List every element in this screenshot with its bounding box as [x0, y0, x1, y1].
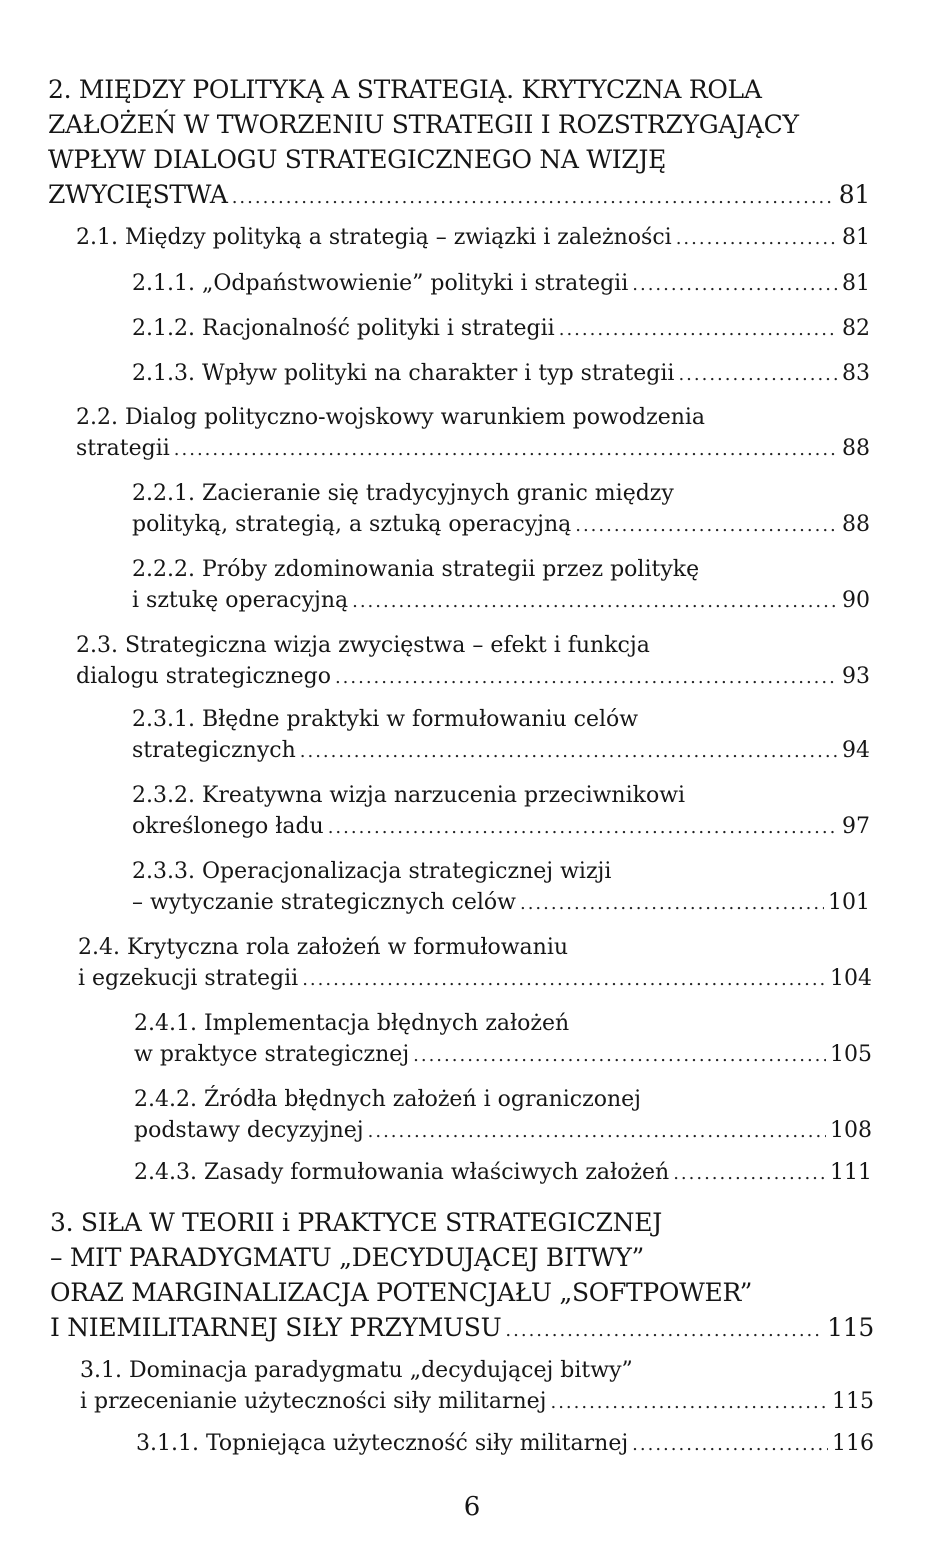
toc-chapter-3-leader-line — [50, 1310, 874, 1348]
dot-leader — [676, 223, 838, 254]
dot-leader — [505, 1313, 823, 1348]
page-ref: 101 — [828, 890, 870, 915]
toc-chapter-3 — [50, 1205, 874, 1348]
toc-section-2-3-1 — [132, 704, 870, 767]
dot-leader — [335, 662, 838, 693]
toc-entry-line — [78, 963, 872, 995]
toc-entry-title: 2.1.2. Racjonalność polityki i strategii — [132, 316, 555, 341]
toc-entry-title: określonego ładu — [132, 814, 324, 839]
toc-entry-line — [134, 1115, 872, 1147]
page-ref: 94 — [842, 738, 870, 763]
toc-entry-title: 2.1.3. Wpływ polityki na charakter i typ strategii — [132, 361, 675, 386]
page-ref: 93 — [842, 664, 870, 689]
page-ref: 82 — [842, 316, 870, 341]
dot-leader — [575, 510, 838, 541]
toc-entry-title-first: 2.2.2. Próby zdominowania strategii przez politykę — [132, 557, 700, 582]
toc-section-2-2-2 — [132, 554, 870, 617]
dot-leader — [174, 434, 838, 465]
dot-leader — [302, 964, 826, 995]
dot-leader — [300, 736, 838, 767]
toc-entry-title: i przecenianie użyteczności siły militarnej — [80, 1389, 547, 1414]
toc-entry-title-first: 2.4.2. Źródła błędnych założeń i ograniczonej — [134, 1087, 641, 1112]
toc-section-2-2-1 — [132, 478, 870, 541]
toc-entry-title: w praktyce strategicznej — [134, 1042, 410, 1067]
toc-section-2-4-1 — [134, 1008, 872, 1071]
toc-section-2-4-2 — [134, 1084, 872, 1147]
page-ref: 104 — [830, 966, 872, 991]
toc-entry-line — [132, 358, 870, 390]
dot-leader — [368, 1116, 826, 1147]
toc-chapter-2-line-4: ZWYCIĘSTWA — [48, 180, 228, 209]
dot-leader — [413, 1040, 826, 1071]
page-ref: 115 — [827, 1313, 874, 1342]
toc-entry-title-first: 2.3.3. Operacjonalizacja strategicznej wizji — [132, 859, 612, 884]
page-ref: 116 — [832, 1431, 874, 1456]
dot-leader — [632, 269, 838, 300]
page-ref: 81 — [842, 271, 870, 296]
toc-chapter-2 — [48, 72, 870, 215]
toc-entry-title: 2.4.3. Zasady formułowania właściwych założeń — [134, 1160, 670, 1185]
toc-entry-line — [132, 735, 870, 767]
toc-section-2-2 — [76, 402, 870, 465]
toc-entry-title-first: 2.2. Dialog polityczno-wojskowy warunkiem powodzenia — [76, 405, 706, 430]
page-ref: 88 — [842, 512, 870, 537]
toc-entry-title: strategii — [76, 436, 170, 461]
toc-chapter-3-line-1: 3. SIŁA W TEORII i PRAKTYCE STRATEGICZNEJ — [50, 1208, 662, 1237]
toc-entry-line — [76, 661, 870, 693]
dot-leader — [678, 359, 838, 390]
toc-chapter-3-line-4: I NIEMILITARNEJ SIŁY PRZYMUSU — [50, 1313, 502, 1342]
toc-entry-title-first: 3.1. Dominacja paradygmatu „decydującej bitwy” — [80, 1358, 633, 1383]
toc-entry-line — [132, 268, 870, 300]
toc-entry-line — [134, 1039, 872, 1071]
dot-leader — [550, 1387, 828, 1418]
page-ref: 111 — [830, 1160, 872, 1185]
toc-chapter-2-line-1: 2. MIĘDZY POLITYKĄ A STRATEGIĄ. KRYTYCZNA ROLA — [48, 75, 762, 104]
toc-entry-title: podstawy decyzyjnej — [134, 1118, 364, 1143]
toc-section-2-1 — [76, 222, 870, 254]
page-ref: 115 — [832, 1389, 874, 1414]
dot-leader — [232, 180, 835, 215]
page-ref: 81 — [838, 180, 870, 209]
dot-leader — [328, 812, 838, 843]
toc-entry-title-first: 2.2.1. Zacieranie się tradycyjnych granic między — [132, 481, 674, 506]
toc-entry-line — [76, 433, 870, 465]
toc-section-2-1-1 — [132, 268, 870, 300]
toc-chapter-2-line-2: ZAŁOŻEŃ W TWORZENIU STRATEGII I ROZSTRZYGAJĄCY — [48, 110, 799, 139]
dot-leader — [632, 1429, 828, 1460]
page-ref: 97 — [842, 814, 870, 839]
toc-entry-title: i sztukę operacyjną — [132, 588, 349, 613]
toc-entry-line — [76, 222, 870, 254]
toc-entry-line — [132, 509, 870, 541]
toc-entry-title: strategicznych — [132, 738, 296, 763]
toc-section-3-1-1 — [136, 1428, 874, 1460]
dot-leader — [520, 888, 824, 919]
toc-section-2-1-2 — [132, 313, 870, 345]
page-ref: 105 — [830, 1042, 872, 1067]
toc-section-2-3 — [76, 630, 870, 693]
toc-entry-line — [136, 1428, 874, 1460]
page-ref: 81 — [842, 225, 870, 250]
toc-entry-title: 2.1.1. „Odpaństwowienie” polityki i strategii — [132, 271, 629, 296]
toc-entry-title-first: 2.3.1. Błędne praktyki w formułowaniu celów — [132, 707, 639, 732]
toc-entry-title-first: 2.3. Strategiczna wizja zwycięstwa – efekt i funkcja — [76, 633, 650, 658]
dot-leader — [352, 586, 838, 617]
toc-section-3-1 — [80, 1355, 874, 1418]
toc-entry-line — [134, 1157, 872, 1189]
toc-chapter-3-line-3: ORAZ MARGINALIZACJA POTENCJAŁU „SOFTPOWER” — [50, 1278, 753, 1307]
toc-entry-title: i egzekucji strategii — [78, 966, 299, 991]
toc-section-2-4-3 — [134, 1157, 872, 1189]
toc-section-2-4 — [78, 932, 872, 995]
dot-leader — [673, 1158, 826, 1189]
toc-entry-line — [132, 811, 870, 843]
toc-entry-title: – wytyczanie strategicznych celów — [132, 890, 516, 915]
toc-chapter-2-leader-line — [48, 177, 870, 215]
toc-chapter-2-line-3: WPŁYW DIALOGU STRATEGICZNEGO NA WIZJĘ — [48, 145, 667, 174]
toc-entry-line — [132, 585, 870, 617]
toc-chapter-3-line-2: – MIT PARADYGMATU „DECYDUJĄCEJ BITWY” — [50, 1243, 645, 1272]
toc-section-2-3-3 — [132, 856, 870, 919]
toc-entry-title: 2.1. Między polityką a strategią – związki i zależności — [76, 225, 672, 250]
toc-section-2-1-3 — [132, 358, 870, 390]
page-ref: 108 — [830, 1118, 872, 1143]
page-number: 6 — [463, 1492, 481, 1522]
toc-entry-title: polityką, strategią, a sztuką operacyjną — [132, 512, 572, 537]
toc-entry-title-first: 2.4.1. Implementacja błędnych założeń — [134, 1011, 570, 1036]
page-ref: 88 — [842, 436, 870, 461]
toc-section-2-3-2 — [132, 780, 870, 843]
toc-entry-title: dialogu strategicznego — [76, 664, 331, 689]
toc-entry-title-first: 2.3.2. Kreatywna wizja narzucenia przeciwnikowi — [132, 783, 686, 808]
page-ref: 90 — [842, 588, 870, 613]
toc-entry-title-first: 2.4. Krytyczna rola założeń w formułowaniu — [78, 935, 569, 960]
toc-entry-line — [132, 313, 870, 345]
toc-entry-title: 3.1.1. Topniejąca użyteczność siły militarnej — [136, 1431, 629, 1456]
toc-entry-line — [132, 887, 870, 919]
page-ref: 83 — [842, 361, 870, 386]
dot-leader — [559, 314, 838, 345]
toc-entry-line — [80, 1386, 874, 1418]
